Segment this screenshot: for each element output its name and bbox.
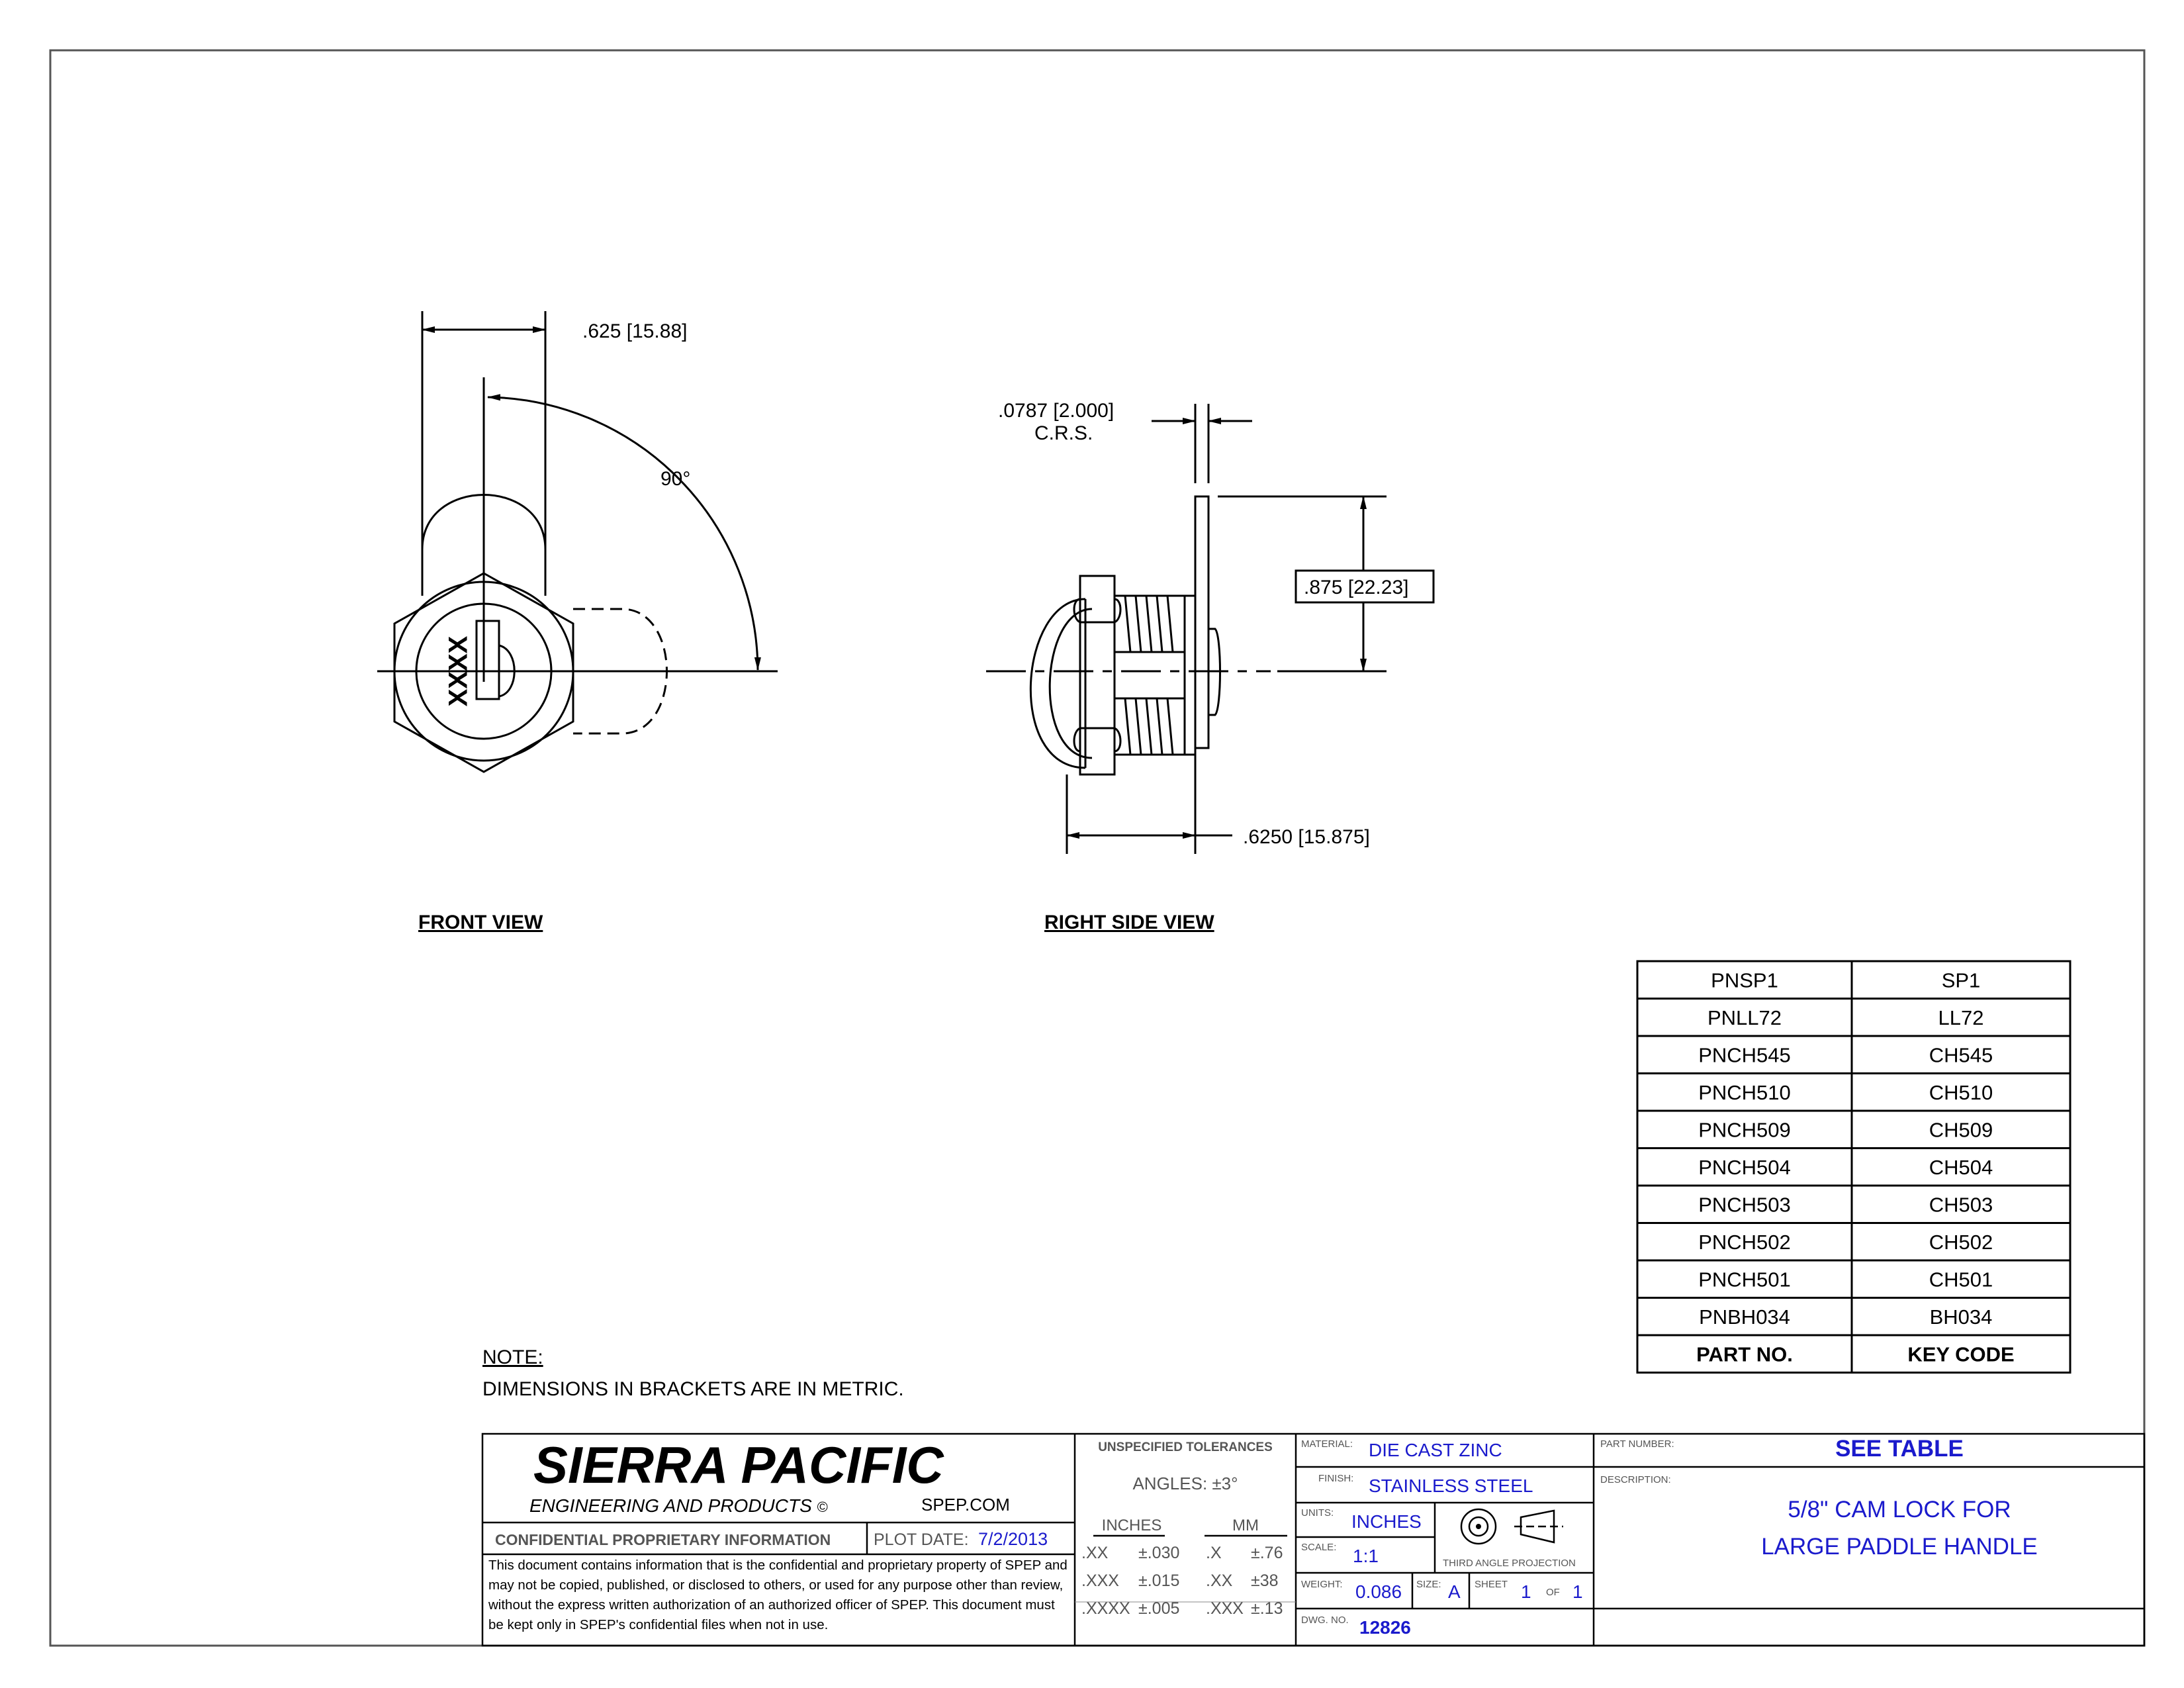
description-line1: 5/8" CAM LOCK FOR <box>1788 1497 2011 1523</box>
size-label: SIZE: <box>1416 1579 1441 1590</box>
key-code-cell: BH034 <box>1929 1305 1993 1329</box>
tol-mm-label: MM <box>1232 1517 1259 1534</box>
tol-mm-place: .X <box>1206 1544 1222 1562</box>
tol-mm-value: ±38 <box>1251 1571 1279 1590</box>
weight-label: WEIGHT: <box>1301 1579 1343 1590</box>
key-code-cell: CH502 <box>1929 1230 1993 1254</box>
tol-inch-place: .XXX <box>1081 1571 1119 1590</box>
units-label: UNITS: <box>1301 1507 1334 1519</box>
sheet-label: SHEET <box>1475 1579 1508 1590</box>
part-number-cell: PNCH502 <box>1698 1230 1791 1254</box>
part-number-cell: PNCH503 <box>1698 1193 1791 1217</box>
right-side-view-label: RIGHT SIDE VIEW <box>1044 912 1214 933</box>
key-code-cell: LL72 <box>1938 1006 1984 1029</box>
finish-value: STAINLESS STEEL <box>1369 1476 1533 1496</box>
cam-thickness-note: C.R.S. <box>1034 422 1093 444</box>
key-mark: XXXX <box>443 635 473 707</box>
tol-mm-place: .XXX <box>1206 1599 1244 1618</box>
part-number-value: SEE TABLE <box>1835 1436 1964 1462</box>
key-code-cell: SP1 <box>1941 968 1981 992</box>
key-code-cell: CH545 <box>1929 1043 1993 1067</box>
projection-dot <box>1476 1524 1481 1529</box>
sheet-value: 1 <box>1521 1581 1531 1602</box>
front-view-label: FRONT VIEW <box>418 912 543 933</box>
tol-inch-value: ±.005 <box>1138 1599 1180 1618</box>
tol-inch-value: ±.030 <box>1138 1544 1180 1562</box>
part-number-cell: PNCH545 <box>1698 1043 1791 1067</box>
weight-value: 0.086 <box>1355 1581 1402 1602</box>
tol-mm-place: .XX <box>1206 1571 1233 1590</box>
right-side-view <box>986 404 1387 854</box>
tolerances-label: UNSPECIFIED TOLERANCES <box>1098 1440 1273 1454</box>
key-code-cell: CH510 <box>1929 1080 1993 1104</box>
confidential-label: CONFIDENTIAL PROPRIETARY INFORMATION <box>495 1531 831 1548</box>
key-code-cell: CH504 <box>1929 1155 1993 1179</box>
company-name: SIERRA PACIFIC <box>533 1436 944 1494</box>
part-number-cell: PNBH034 <box>1699 1305 1790 1329</box>
front-view <box>377 311 778 772</box>
sheet-total: 1 <box>1572 1581 1583 1602</box>
part-number-cell: PNCH501 <box>1698 1268 1791 1291</box>
finish-label: FINISH: <box>1318 1473 1354 1484</box>
part-number-label: PART NUMBER: <box>1600 1438 1674 1450</box>
dwg-no-label: DWG. NO. <box>1301 1615 1349 1626</box>
part-number-cell: PNCH504 <box>1698 1155 1791 1179</box>
note-heading: NOTE: <box>482 1346 543 1368</box>
part-no-header: PART NO. <box>1696 1342 1793 1366</box>
part-number-cell: PNCH510 <box>1698 1080 1791 1104</box>
part-table <box>1637 961 2070 1373</box>
part-number-cell: PNSP1 <box>1711 968 1778 992</box>
rotation-angle: 90° <box>660 468 691 490</box>
tolerance-rows <box>1081 1544 1283 1618</box>
body-length-dimension: .6250 [15.875] <box>1243 826 1370 848</box>
key-code-cell: CH503 <box>1929 1193 1993 1217</box>
scale-value: 1:1 <box>1353 1546 1379 1566</box>
key-code-cell: CH501 <box>1929 1268 1993 1291</box>
size-value: A <box>1448 1581 1461 1602</box>
confidentiality-disclaimer: This document contains information that is the confidential and proprietary property of SPEP and may not be copied, published, or disclosed to others, or used for any purpose other than review, without the express written authorization of an authorized officer of SPEP. This document must be kept only in SPEP's confidential files when not in use. <box>488 1558 1068 1632</box>
material-value: DIE CAST ZINC <box>1369 1440 1502 1460</box>
of-label: OF <box>1546 1587 1560 1598</box>
company-subtitle: ENGINEERING AND PRODUCTS © <box>529 1495 828 1516</box>
tol-mm-value: ±.76 <box>1251 1544 1283 1562</box>
website: SPEP.COM <box>921 1495 1010 1515</box>
tol-inch-place: .XX <box>1081 1544 1109 1562</box>
description-line2: LARGE PADDLE HANDLE <box>1761 1534 2038 1560</box>
scale-label: SCALE: <box>1301 1542 1337 1553</box>
key-code-header: KEY CODE <box>1907 1342 2015 1366</box>
description-label: DESCRIPTION: <box>1600 1474 1671 1485</box>
tol-mm-value: ±.13 <box>1251 1599 1283 1618</box>
part-number-cell: PNCH509 <box>1698 1118 1791 1142</box>
dwg-no-value: 12826 <box>1359 1617 1411 1638</box>
angles-tolerance: ANGLES: ±3° <box>1132 1474 1238 1493</box>
units-value: INCHES <box>1351 1511 1422 1532</box>
cam-offset-dimension: .875 [22.23] <box>1304 577 1409 598</box>
sheet-border <box>50 50 2144 1646</box>
part-number-cell: PNLL72 <box>1707 1006 1782 1029</box>
tol-inch-place: .XXXX <box>1081 1599 1130 1618</box>
plot-date: 7/2/2013 <box>978 1529 1048 1549</box>
plot-date-label: PLOT DATE: <box>874 1530 969 1549</box>
tol-inches-label: INCHES <box>1101 1517 1162 1534</box>
cam-thickness-dimension: .0787 [2.000] <box>998 400 1115 422</box>
front-width-dimension: .625 [15.88] <box>582 320 688 342</box>
tol-inch-value: ±.015 <box>1138 1571 1180 1590</box>
projection-label: THIRD ANGLE PROJECTION <box>1443 1558 1576 1569</box>
material-label: MATERIAL: <box>1301 1438 1353 1450</box>
key-code-cell: CH509 <box>1929 1118 1993 1142</box>
note-text: DIMENSIONS IN BRACKETS ARE IN METRIC. <box>482 1378 904 1400</box>
